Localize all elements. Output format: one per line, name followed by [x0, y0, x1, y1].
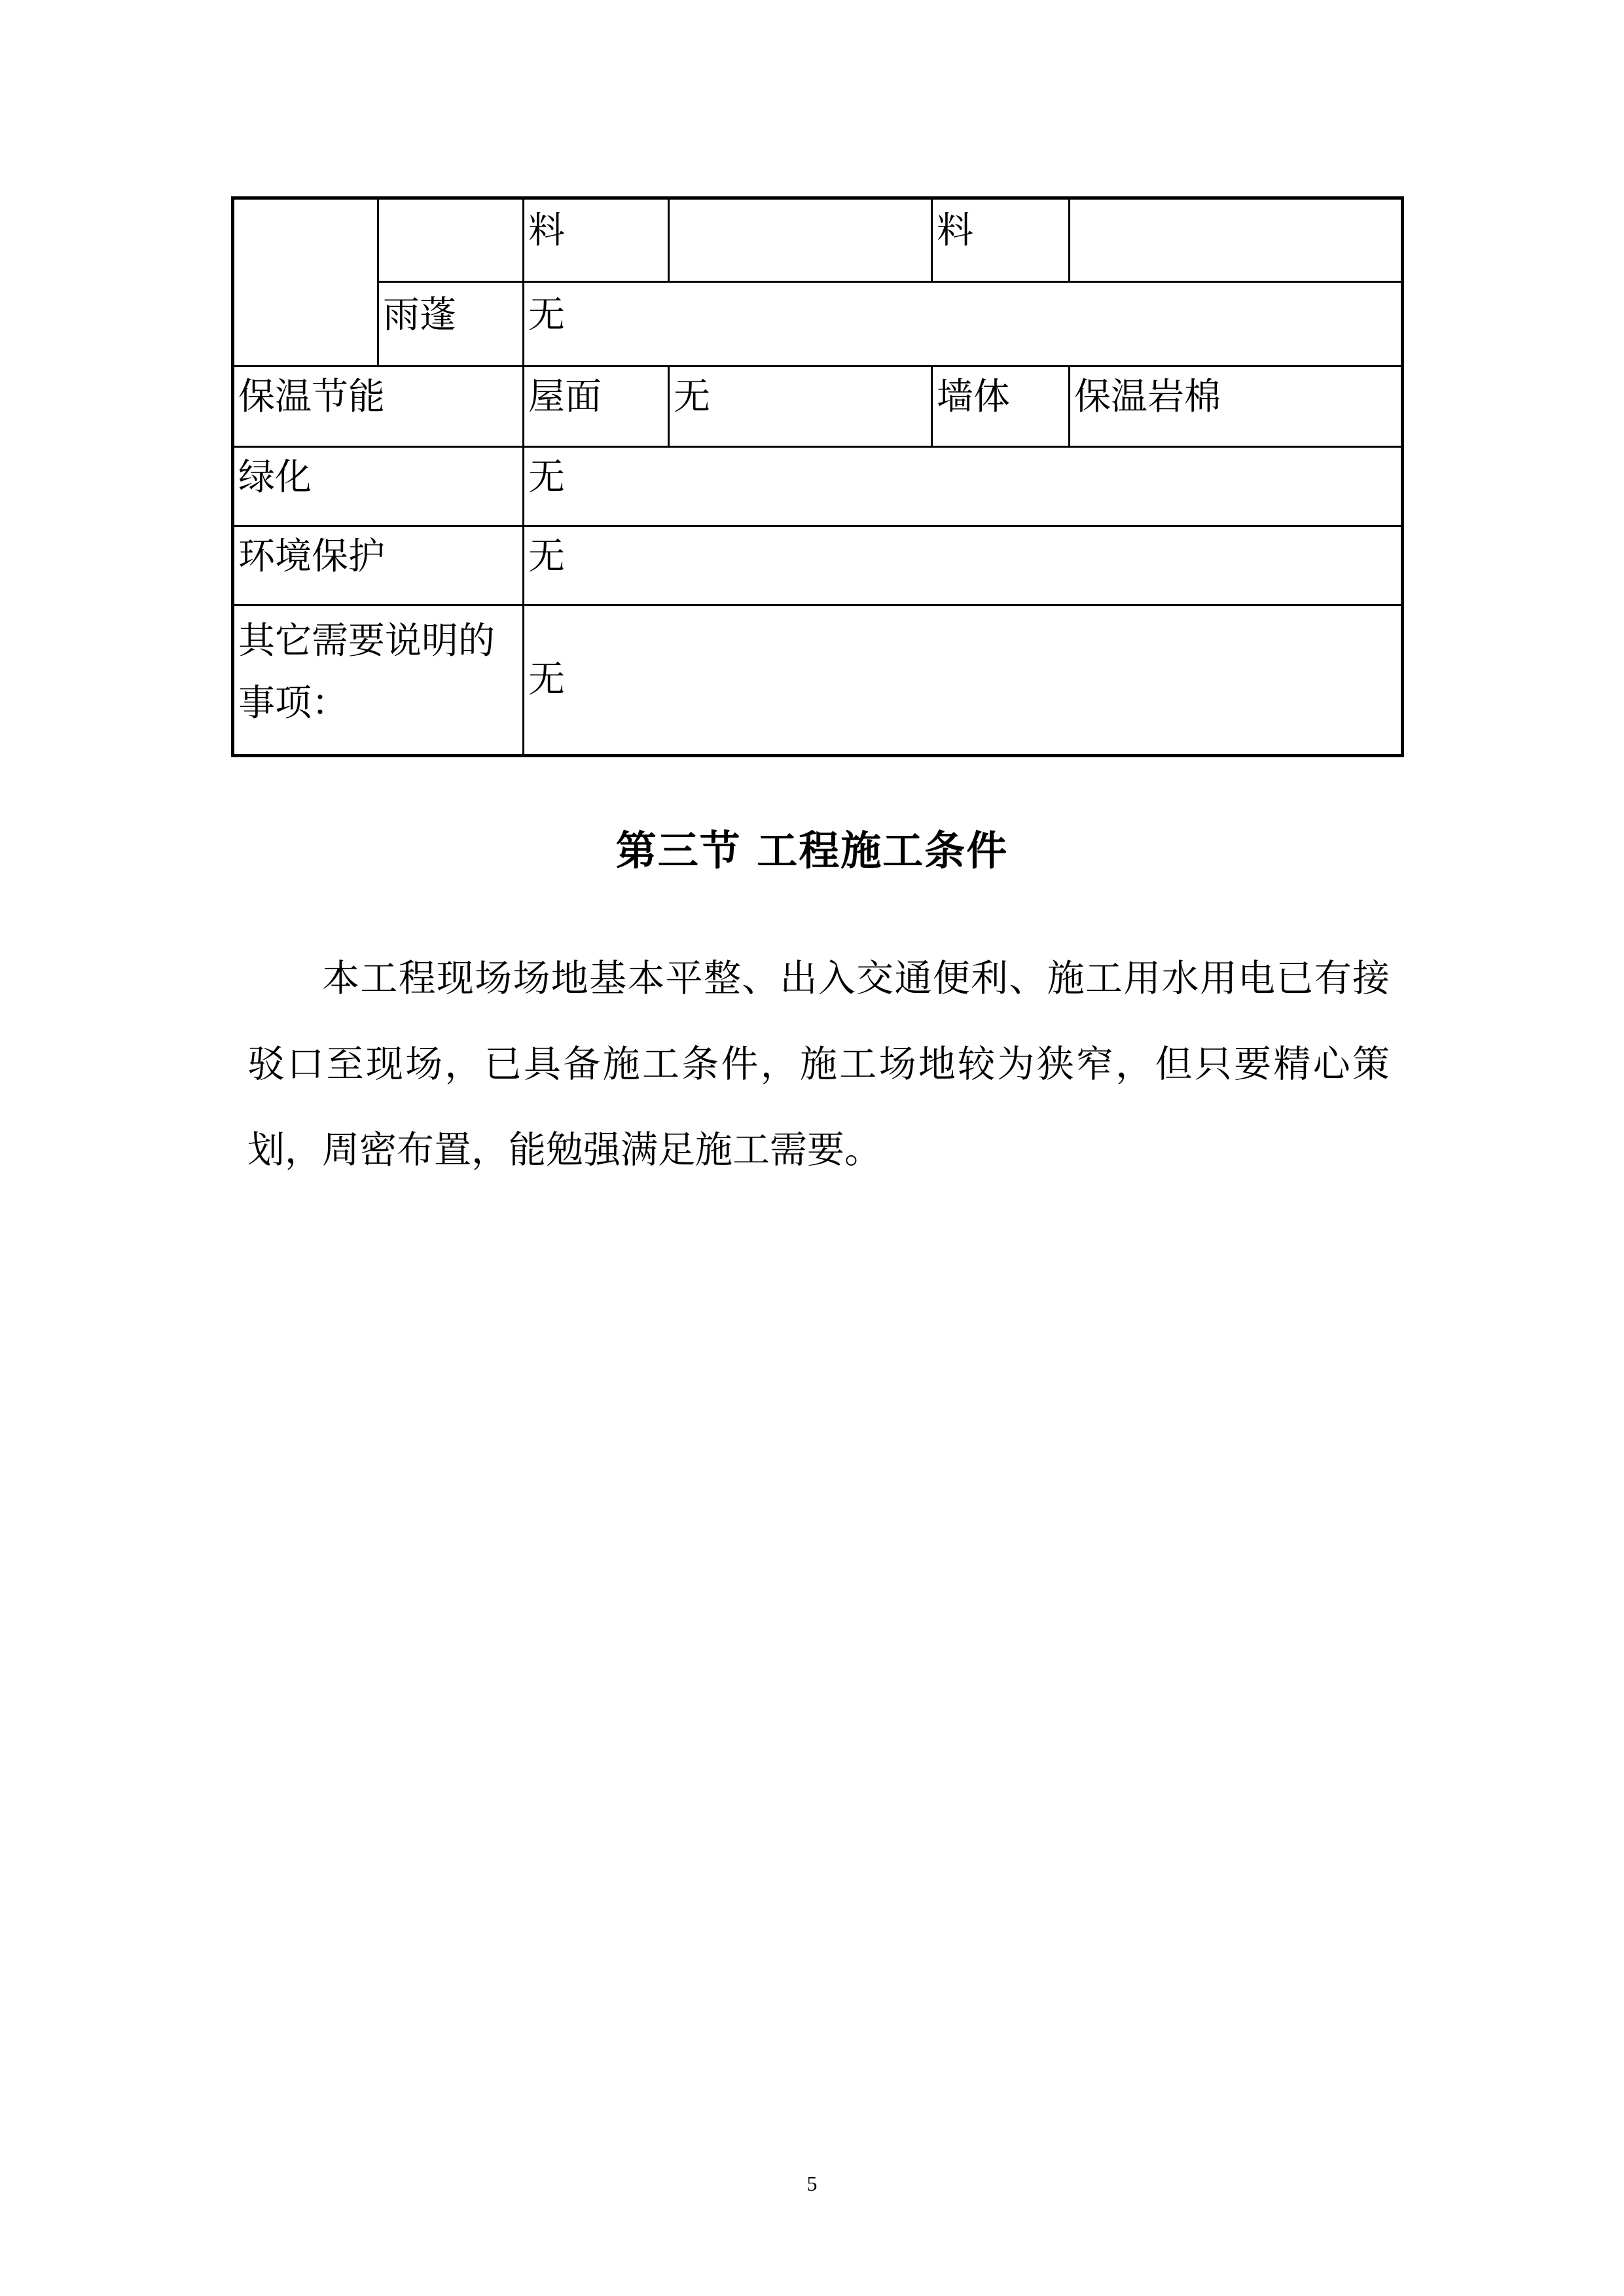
section-heading: 第三节 工程施工条件: [615, 827, 1009, 874]
table-cell-empty: [378, 198, 524, 282]
wall-label: 墙体: [932, 367, 1070, 447]
page-number: 5: [806, 2172, 818, 2195]
table-cell-empty: [233, 198, 378, 367]
other-notes-label: 其它需要说明的事项：: [233, 605, 524, 756]
table-row: [233, 282, 1403, 367]
roof-value: 无: [669, 367, 932, 447]
insulation-label: 保温节能: [233, 367, 524, 447]
table-row: [233, 526, 1403, 605]
table-row: [233, 198, 1403, 282]
body-paragraph: 本工程现场场地基本平整、出入交通便利、施工用水用电已有接驳口至现场，已具备施工条件，施工场地较为狭窄，但只要精心策划，周密布置，能勉强满足施工需要。: [247, 957, 1390, 1172]
table-cell-empty: [669, 198, 932, 282]
greening-value: 无: [524, 447, 1403, 526]
table-row: [233, 605, 1403, 756]
table-cell: 料: [524, 198, 669, 282]
environment-value: 无: [524, 526, 1403, 605]
canopy-label: 雨蓬: [378, 282, 524, 367]
other-notes-value: 无: [524, 605, 1403, 756]
table-row: [233, 447, 1403, 526]
environment-label: 环境保护: [233, 526, 524, 605]
table-cell: 料: [932, 198, 1070, 282]
greening-label: 绿化: [233, 447, 524, 526]
project-spec-table: [231, 196, 1404, 757]
table-row: [233, 367, 1403, 447]
wall-value: 保温岩棉: [1070, 367, 1403, 447]
canopy-value: 无: [524, 282, 1403, 367]
table-cell-empty: [1070, 198, 1403, 282]
roof-label: 屋面: [524, 367, 669, 447]
